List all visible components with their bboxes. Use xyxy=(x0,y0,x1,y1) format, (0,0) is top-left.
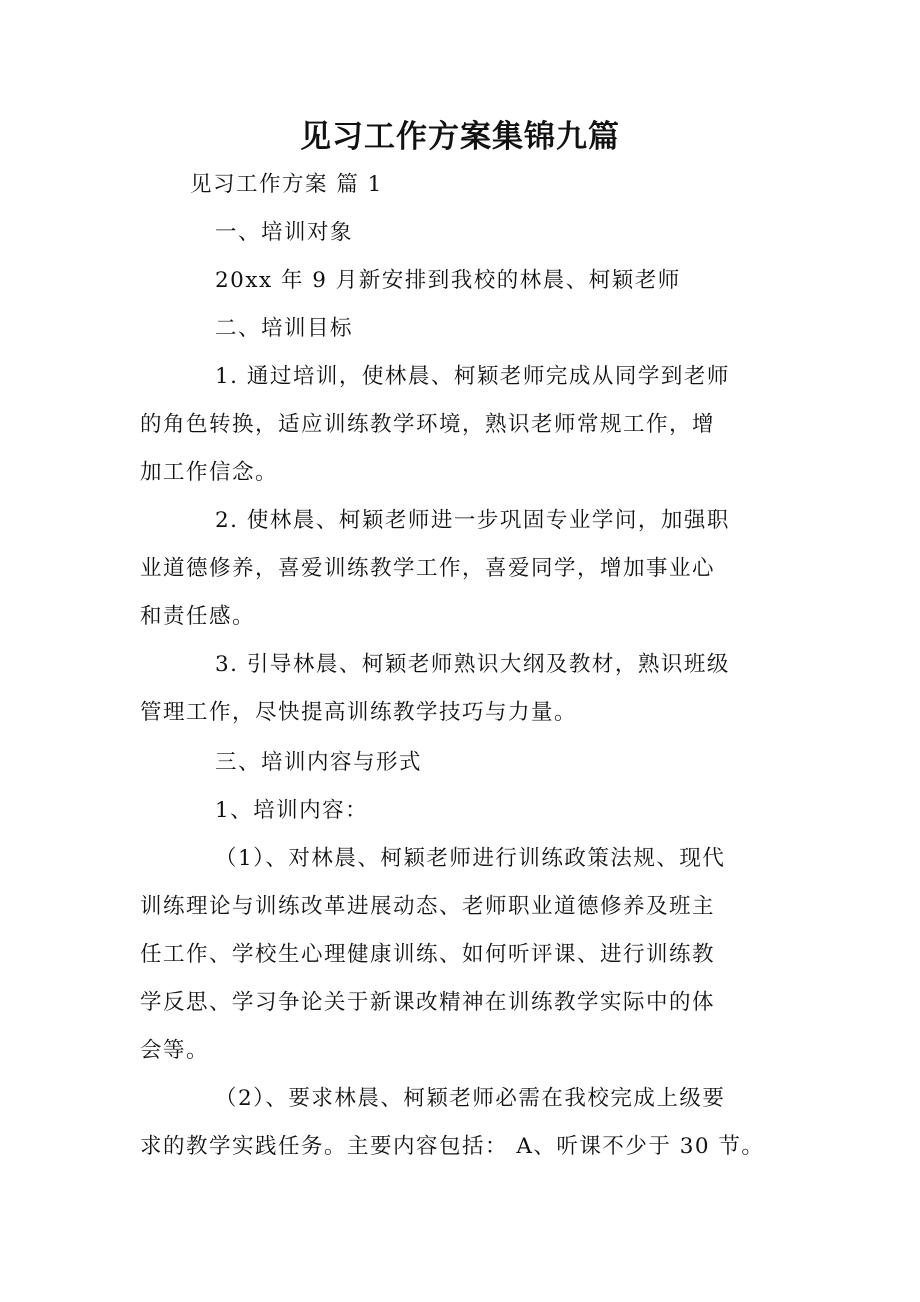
heading-training-goals: 二、培训目标 xyxy=(215,316,354,341)
paragraph-line: 求的教学实践任务。主要内容包括： A、听课不少于 30 节。 xyxy=(140,1134,765,1159)
paragraph-line: （2）、要求林晨、柯颖老师必需在我校完成上级要 xyxy=(215,1086,726,1111)
goal-paragraph-3 xyxy=(140,641,780,737)
content-paragraph-2 xyxy=(140,1075,780,1171)
document-title: 见习工作方案集锦九篇 xyxy=(300,119,620,155)
section-heading: 见习工作方案 篇 1 xyxy=(190,172,383,197)
heading-training-content: 三、培训内容与形式 xyxy=(215,750,423,775)
paragraph-line: 会等。 xyxy=(140,1038,210,1063)
paragraph-line: 任工作、学校生心理健康训练、如何听评课、进行训练教 xyxy=(140,942,716,967)
paragraph-line: 加工作信念。 xyxy=(140,460,279,485)
goal-paragraph-2 xyxy=(140,497,780,641)
heading-training-target: 一、培训对象 xyxy=(215,220,354,245)
subheading-content: 1、培训内容： xyxy=(215,798,369,823)
paragraph-line: 1. 通过培训，使林晨、柯颖老师完成从同学到老师 xyxy=(215,364,730,389)
paragraph-line: 训练理论与训练改革进展动态、老师职业道德修养及班主 xyxy=(140,894,716,919)
paragraph-line: 和责任感。 xyxy=(140,604,256,629)
paragraph-line: 管理工作，尽快提高训练教学技巧与力量。 xyxy=(140,700,578,725)
paragraph-line: （1）、对林晨、柯颖老师进行训练政策法规、现代 xyxy=(215,846,726,871)
paragraph-line: 的角色转换，适应训练教学环境，熟识老师常规工作，增 xyxy=(140,412,716,437)
goal-paragraph-1 xyxy=(140,353,780,497)
paragraph-line: 学反思、学习争论关于新课改精神在训练教学实际中的体 xyxy=(140,990,716,1015)
paragraph-line: 3. 引导林晨、柯颖老师熟识大纲及教材，熟识班级 xyxy=(215,652,730,677)
paragraph-line: 2. 使林晨、柯颖老师进一步巩固专业学问，加强职 xyxy=(215,508,730,533)
content-paragraph-1 xyxy=(140,835,780,1075)
paragraph-line: 业道德修养，喜爱训练教学工作，喜爱同学，增加事业心 xyxy=(140,556,716,581)
trainees-text: 20xx 年 9 月新安排到我校的林晨、柯颖老师 xyxy=(215,268,681,293)
